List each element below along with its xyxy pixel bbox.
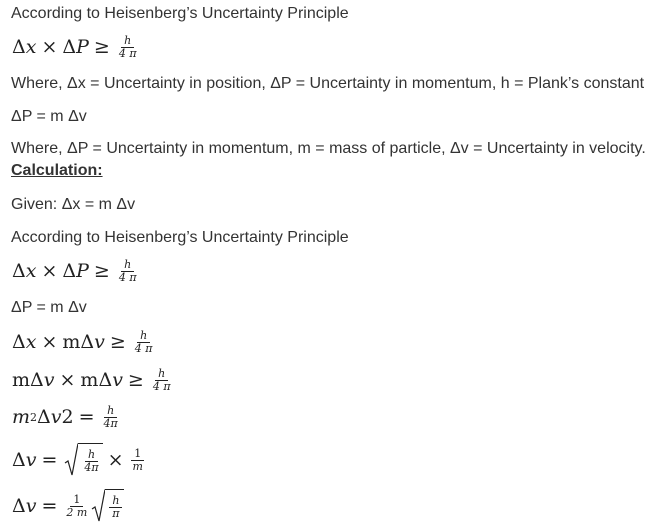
delta-symbol: Δ: [62, 260, 77, 282]
equation-squared-form: m Δ v × m Δ v ≥ $\frac{h}{4 \pi}$: [12, 366, 171, 393]
delta-symbol: Δ: [62, 36, 77, 58]
fraction-h-over-4pi: $\frac{h}{4\pi}$: [103, 403, 118, 430]
radical-sign-icon: [64, 443, 78, 477]
equation-uncertainty-principle: [12, 30, 139, 64]
fraction-one-over-2m: $\frac{1}{2 m}$: [66, 492, 88, 519]
intro-text: According to Heisenberg’s Uncertainty Principle: [11, 5, 349, 22]
var-x: x: [25, 260, 37, 282]
equation-delta-v-sqrt: Δ v = $\frac{h}{4\pi}$ × $\frac{1}{m}$: [12, 443, 145, 477]
fraction-one-over-m: $\frac{1}{m}$: [132, 446, 143, 473]
intro-text-2: According to Heisenberg’s Uncertainty Principle: [11, 229, 349, 246]
given-text: Given: Δx = m Δv: [11, 196, 136, 213]
momentum-relation-2: ΔP = m Δv: [11, 299, 87, 316]
delta-symbol: Δ: [12, 36, 26, 58]
geq-symbol: ≥: [93, 36, 110, 58]
times-symbol: ×: [41, 260, 58, 282]
equation-delta-v-final: Δ v = $\frac{1}{2 m}$ $\frac{h}{\pi}$: [12, 489, 124, 523]
geq-symbol: ≥: [93, 260, 110, 282]
radical-sign-icon: [91, 489, 105, 523]
delta-symbol: Δ: [12, 260, 26, 282]
calculation-heading: Calculation:: [11, 162, 103, 179]
times-symbol: ×: [41, 36, 58, 58]
equation-m-squared: m 2 Δ v 2 = $\frac{h}{4\pi}$: [12, 403, 118, 430]
fraction-h-over-4pi: $\frac{h}{4 \pi}$: [152, 366, 171, 393]
equation-uncertainty-principle-2: [12, 254, 139, 288]
square-root: $\frac{h}{\pi}$: [91, 489, 124, 523]
where-definitions-1: Where, Δx = Uncertainty in position, ΔP = Uncertainty in momentum, h = Plank’s constant: [11, 75, 645, 92]
where-definitions-2: Where, ΔP = Uncertainty in momentum, m = mass of particle, Δv = Uncertainty in velocity.: [11, 140, 646, 157]
fraction-h-over-4pi: $\frac{h}{4 \pi}$: [134, 328, 153, 355]
var-P: P: [76, 36, 89, 58]
var-P: P: [76, 260, 89, 282]
momentum-relation: ΔP = m Δv: [11, 108, 87, 125]
equation-substitution: Δ x × m Δ v ≥ $\frac{h}{4 \pi}$: [12, 328, 153, 355]
square-root: $\frac{h}{4\pi}$: [64, 443, 102, 477]
fraction-h-over-4pi: $\frac{h}{4 \pi}$: [118, 33, 137, 60]
var-x: x: [25, 36, 37, 58]
fraction-h-over-4pi: $\frac{h}{4 \pi}$: [118, 257, 137, 284]
